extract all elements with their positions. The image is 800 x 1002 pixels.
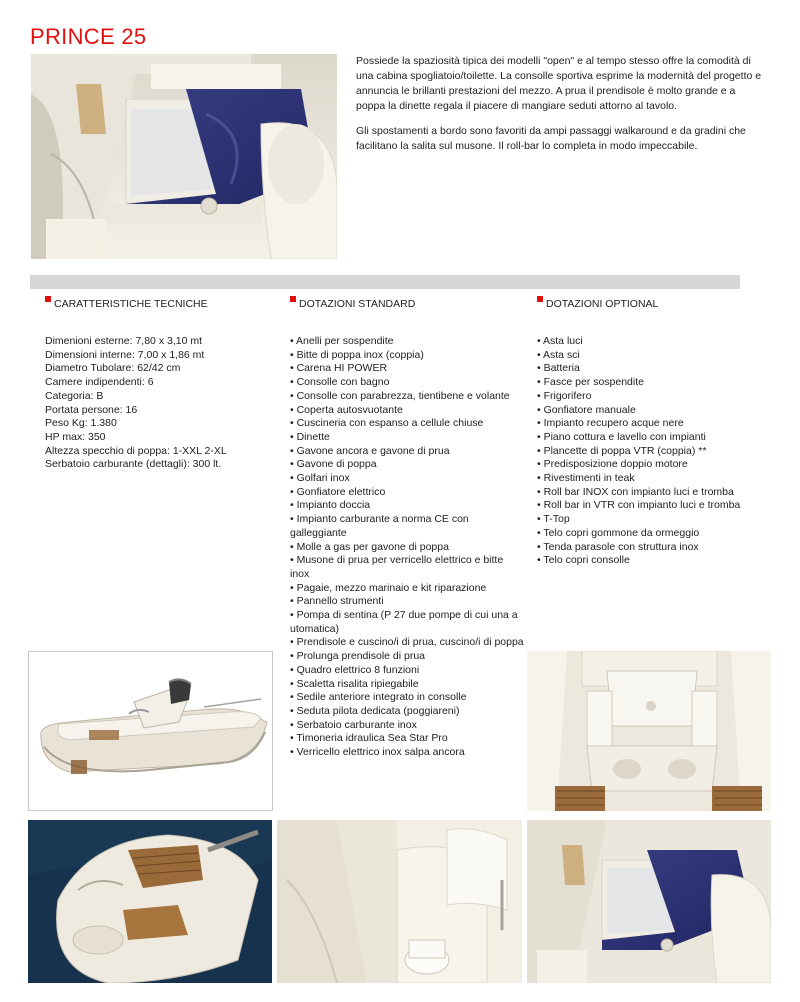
standard-item: • Prolunga prendisole di prua — [290, 650, 426, 663]
photo-deck-dinette-image — [31, 54, 337, 259]
intro-paragraph-2: Gli spostamenti a bordo sono favoriti da ampi passaggi walkaround e da gradini che facilitano la salita sul musone. Il roll-bar lo completa in modo impeccabile. — [356, 125, 746, 152]
standard-item: • Molle a gas per gavone di poppa — [290, 540, 449, 553]
spec-item: Camere indipendenti: 6 — [45, 376, 154, 389]
red-square-icon — [45, 296, 51, 302]
standard-item: • Gonfiatore elettrico — [290, 485, 386, 498]
spec-item: Peso Kg: 1.380 — [45, 417, 117, 430]
standard-item: • Serbatoio carburante inox — [290, 718, 417, 731]
spec-item: Serbatoio carburante (dettagli): 300 lt. — [45, 458, 222, 471]
standard-item: • Cuscineria con espanso a cellule chiuse — [290, 417, 484, 430]
spec-item: Dimenioni esterne: 7,80 x 3,10 mt — [45, 335, 202, 347]
optional-item: • Asta luci — [537, 335, 583, 347]
standard-item: • Musone di prua per verricello elettrico e bitte inox — [290, 554, 504, 580]
optional-item: • Impianto recupero acque nere — [537, 417, 684, 430]
standard-item: • Gavone di poppa — [290, 458, 377, 471]
standard-item: • Quadro elettrico 8 funzioni — [290, 663, 420, 676]
standard-item: • Consolle con parabrezza, tientibene e volante — [290, 389, 510, 402]
optional-item: • Frigorifero — [537, 389, 592, 402]
standard-item: • Anelli per sospendite — [290, 335, 394, 347]
standard-item: • Sedile anteriore integrato in consolle — [290, 691, 467, 704]
optional-item: • Asta sci — [537, 348, 580, 361]
page-title: PRINCE 25 — [30, 24, 147, 49]
photo-stern-dinette — [527, 651, 771, 811]
spec-item: HP max: 350 — [45, 430, 106, 443]
specs-list — [45, 335, 275, 472]
standard-item: • Prendisole e cuscino/i di prua, cuscino/i di poppa — [290, 636, 524, 649]
standard-item: utomatica) — [290, 622, 340, 635]
red-square-icon — [537, 296, 543, 302]
spec-item: Categoria: B — [45, 389, 104, 402]
photo-boat-side-image — [29, 652, 272, 810]
spec-item: Dimensioni interne: 7,00 x 1,86 mt — [45, 348, 205, 361]
photo-boat-side — [28, 651, 273, 811]
specs-heading-label: CARATTERISTICHE TECNICHE — [54, 298, 208, 310]
photo-cabin-toilet — [277, 820, 522, 983]
standard-item: • Pompa di sentina (P 27 due pompe di cui una a — [290, 609, 518, 622]
standard-item: • Gavone ancora e gavone di prua — [290, 444, 450, 457]
optional-item: • Roll bar in VTR con impianto luci e tromba — [537, 499, 741, 512]
optional-item: • Rivestimenti in teak — [537, 472, 635, 485]
standard-item: • Dinette — [290, 430, 330, 443]
optional-item: • Roll bar INOX con impianto luci e tromba — [537, 485, 734, 498]
photo-bow-teak — [28, 820, 272, 983]
photo-deck-dinette — [31, 54, 337, 259]
optional-list — [537, 335, 777, 568]
standard-item: • Verricello elettrico inox salpa ancora — [290, 746, 465, 759]
standard-heading — [290, 296, 415, 310]
standard-item: • Pannello strumenti — [290, 595, 384, 608]
standard-heading-label: DOTAZIONI STANDARD — [299, 298, 416, 310]
standard-item: • Scaletta risalita ripiegabile — [290, 677, 419, 690]
optional-item: • Plancette di poppa VTR (coppia) ** — [537, 444, 707, 457]
spec-item: Diametro Tubolare: 62/42 cm — [45, 362, 181, 375]
standard-item: • Timoneria idraulica Sea Star Pro — [290, 732, 448, 745]
standard-item: • Seduta pilota dedicata (poggiareni) — [290, 704, 460, 717]
standard-item: • Bitte di poppa inox (coppia) — [290, 348, 424, 361]
optional-item: • Fasce per sospendite — [537, 376, 644, 389]
red-square-icon — [290, 296, 296, 302]
optional-item: • Batteria — [537, 362, 580, 375]
photo-deck-cushion-image — [527, 820, 771, 983]
optional-heading-label: DOTAZIONI OPTIONAL — [546, 298, 659, 310]
optional-item: • T-Top — [537, 513, 570, 526]
section-divider — [30, 275, 740, 289]
optional-heading — [537, 296, 658, 310]
intro-paragraph-1: Possiede la spaziosità tipica dei modelli "open" e al tempo stesso offre la comodità di una cabina spogliatoio/toilette. La consolle sportiva esprime la modernità del progetto e annuncia le brillanti prestazioni del mezzo. A prua il prendisole è molto grande e a poppa la dinette regala il piacere di mangiare seduti attorno al tavolo. — [356, 55, 762, 112]
standard-item: • Carena HI POWER — [290, 362, 388, 375]
spec-item: Altezza specchio di poppa: 1-XXL 2-XL — [45, 444, 227, 457]
photo-stern-dinette-image — [527, 651, 771, 811]
standard-item: • Golfari inox — [290, 472, 350, 485]
spec-item: Portata persone: 16 — [45, 403, 138, 416]
optional-item: • Gonfiatore manuale — [537, 403, 636, 416]
standard-item: • Pagaie, mezzo marinaio e kit riparazione — [290, 581, 487, 594]
standard-list — [290, 335, 525, 760]
optional-item: • Piano cottura e lavello con impianti — [537, 430, 706, 443]
photo-cabin-toilet-image — [277, 820, 522, 983]
specs-heading — [45, 296, 208, 310]
photo-bow-teak-image — [28, 820, 272, 983]
standard-item: • Impianto doccia — [290, 499, 371, 512]
standard-item: • Consolle con bagno — [290, 376, 390, 389]
optional-item: • Predisposizione doppio motore — [537, 458, 688, 471]
standard-item: • Impianto carburante a norma CE con galleggiante — [290, 513, 469, 539]
standard-item: • Coperta autosvuotante — [290, 403, 403, 416]
optional-item: • Tenda parasole con struttura inox — [537, 540, 699, 553]
intro-text — [356, 54, 766, 164]
photo-deck-cushion — [527, 820, 771, 983]
optional-item: • Telo copri gommone da ormeggio — [537, 526, 700, 539]
optional-item: • Telo copri consolle — [537, 554, 630, 567]
